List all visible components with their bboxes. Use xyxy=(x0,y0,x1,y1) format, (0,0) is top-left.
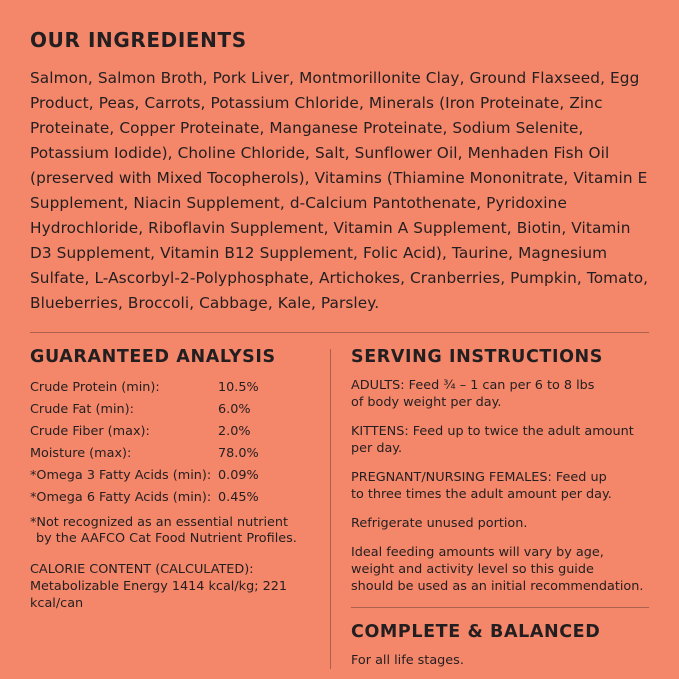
nutrient-label: *Omega 6 Fatty Acids (min): xyxy=(30,490,212,505)
table-row xyxy=(30,465,312,487)
serving-guide xyxy=(351,544,649,595)
nutrient-label: Crude Protein (min): xyxy=(30,380,160,395)
nutrient-label: Crude Fiber (max): xyxy=(30,424,150,439)
serving-guide-line-3: should be used as an initial recommendation. xyxy=(351,579,644,594)
nutrient-value: 78.0% xyxy=(218,446,259,461)
serving-guide-line-1: Ideal feeding amounts will vary by age, xyxy=(351,545,604,560)
serving-adults-line-2: of body weight per day. xyxy=(351,395,502,410)
serving-refrigerate: Refrigerate unused portion. xyxy=(351,516,528,531)
serving-pregnant-line-1: PREGNANT/NURSING FEMALES: Feed up xyxy=(351,470,607,485)
complete-balanced-block xyxy=(351,622,649,669)
calorie-content-title: CALORIE CONTENT (CALCULATED): xyxy=(30,562,254,577)
serving-instructions-column xyxy=(331,347,649,669)
ingredients-title: OUR INGREDIENTS xyxy=(30,28,247,52)
calorie-content-value: Metabolizable Energy 1414 kcal/kg; 221 kcal/can xyxy=(30,579,288,611)
nutrient-value: 2.0% xyxy=(218,424,251,439)
nutrient-label: Crude Fat (min): xyxy=(30,402,134,417)
serving-kittens: KITTENS: Feed up to twice the adult amount per day. xyxy=(351,424,634,456)
table-row xyxy=(30,399,312,421)
nutrient-label: Moisture (max): xyxy=(30,446,132,461)
calorie-content xyxy=(30,561,312,612)
guaranteed-analysis-table xyxy=(30,377,312,509)
table-row xyxy=(30,443,312,465)
divider-horizontal xyxy=(30,332,649,333)
aafco-footnote xyxy=(30,515,312,547)
nutrient-value: 10.5% xyxy=(218,380,259,395)
serving-pregnant-line-2: to three times the adult amount per day. xyxy=(351,487,612,502)
divider-vertical xyxy=(330,349,331,669)
nutrient-value: 0.09% xyxy=(218,468,259,483)
aafco-footnote-line-2: by the AAFCO Cat Food Nutrient Profiles. xyxy=(36,531,297,546)
guaranteed-analysis-column xyxy=(30,347,330,669)
nutrient-label: *Omega 3 Fatty Acids (min): xyxy=(30,468,212,483)
divider-horizontal-right xyxy=(351,607,649,608)
table-row xyxy=(30,377,312,399)
serving-adults-line-1: ADULTS: Feed ¾ – 1 can per 6 to 8 lbs xyxy=(351,378,595,393)
nutrient-value: 0.45% xyxy=(218,490,259,505)
complete-balanced-title: COMPLETE & BALANCED xyxy=(351,622,601,642)
aafco-footnote-line-1: *Not recognized as an essential nutrient xyxy=(30,515,289,530)
nutrient-value: 6.0% xyxy=(218,402,251,417)
serving-guide-line-2: weight and activity level so this guide xyxy=(351,562,594,577)
lower-columns xyxy=(30,347,649,669)
table-row xyxy=(30,487,312,509)
ingredients-body: Salmon, Salmon Broth, Pork Liver, Montmorillonite Clay, Ground Flaxseed, Egg Product, Peas, Carrots, Potassium Chloride, Minerals (Iron Proteinate, Zinc Proteinate, Copper Proteinate, Manganese Proteinate, Sodium Selenite, Potassium Iodide), Choline Chloride, Salt, Sunflower Oil, Menhaden Fish Oil (preserved with Mixed Tocopherols), Vitamins (Thiamine Mononitrate, Vitamin E Supplement, Niacin Supplement, d-Calcium Pantothenate, Pyridoxine Hydrochloride, Riboflavin Supplement, Vitamin A Supplement, Biotin, Vitamin D3 Supplement, Vitamin B12 Supplement, Folic Acid), Taurine, Magnesium Sulfate, L-Ascorbyl-2-Polyphosphate, Artichokes, Cranberries, Pumpkin, Tomato, Blueberries, Broccoli, Cabbage, Kale, Parsley. xyxy=(30,69,649,312)
serving-pregnant xyxy=(351,469,649,503)
serving-adults xyxy=(351,377,649,411)
guaranteed-analysis-title: GUARANTEED ANALYSIS xyxy=(30,347,276,367)
table-row xyxy=(30,421,312,443)
complete-balanced-subtitle: For all life stages. xyxy=(351,653,464,668)
serving-instructions-title: SERVING INSTRUCTIONS xyxy=(351,347,603,367)
